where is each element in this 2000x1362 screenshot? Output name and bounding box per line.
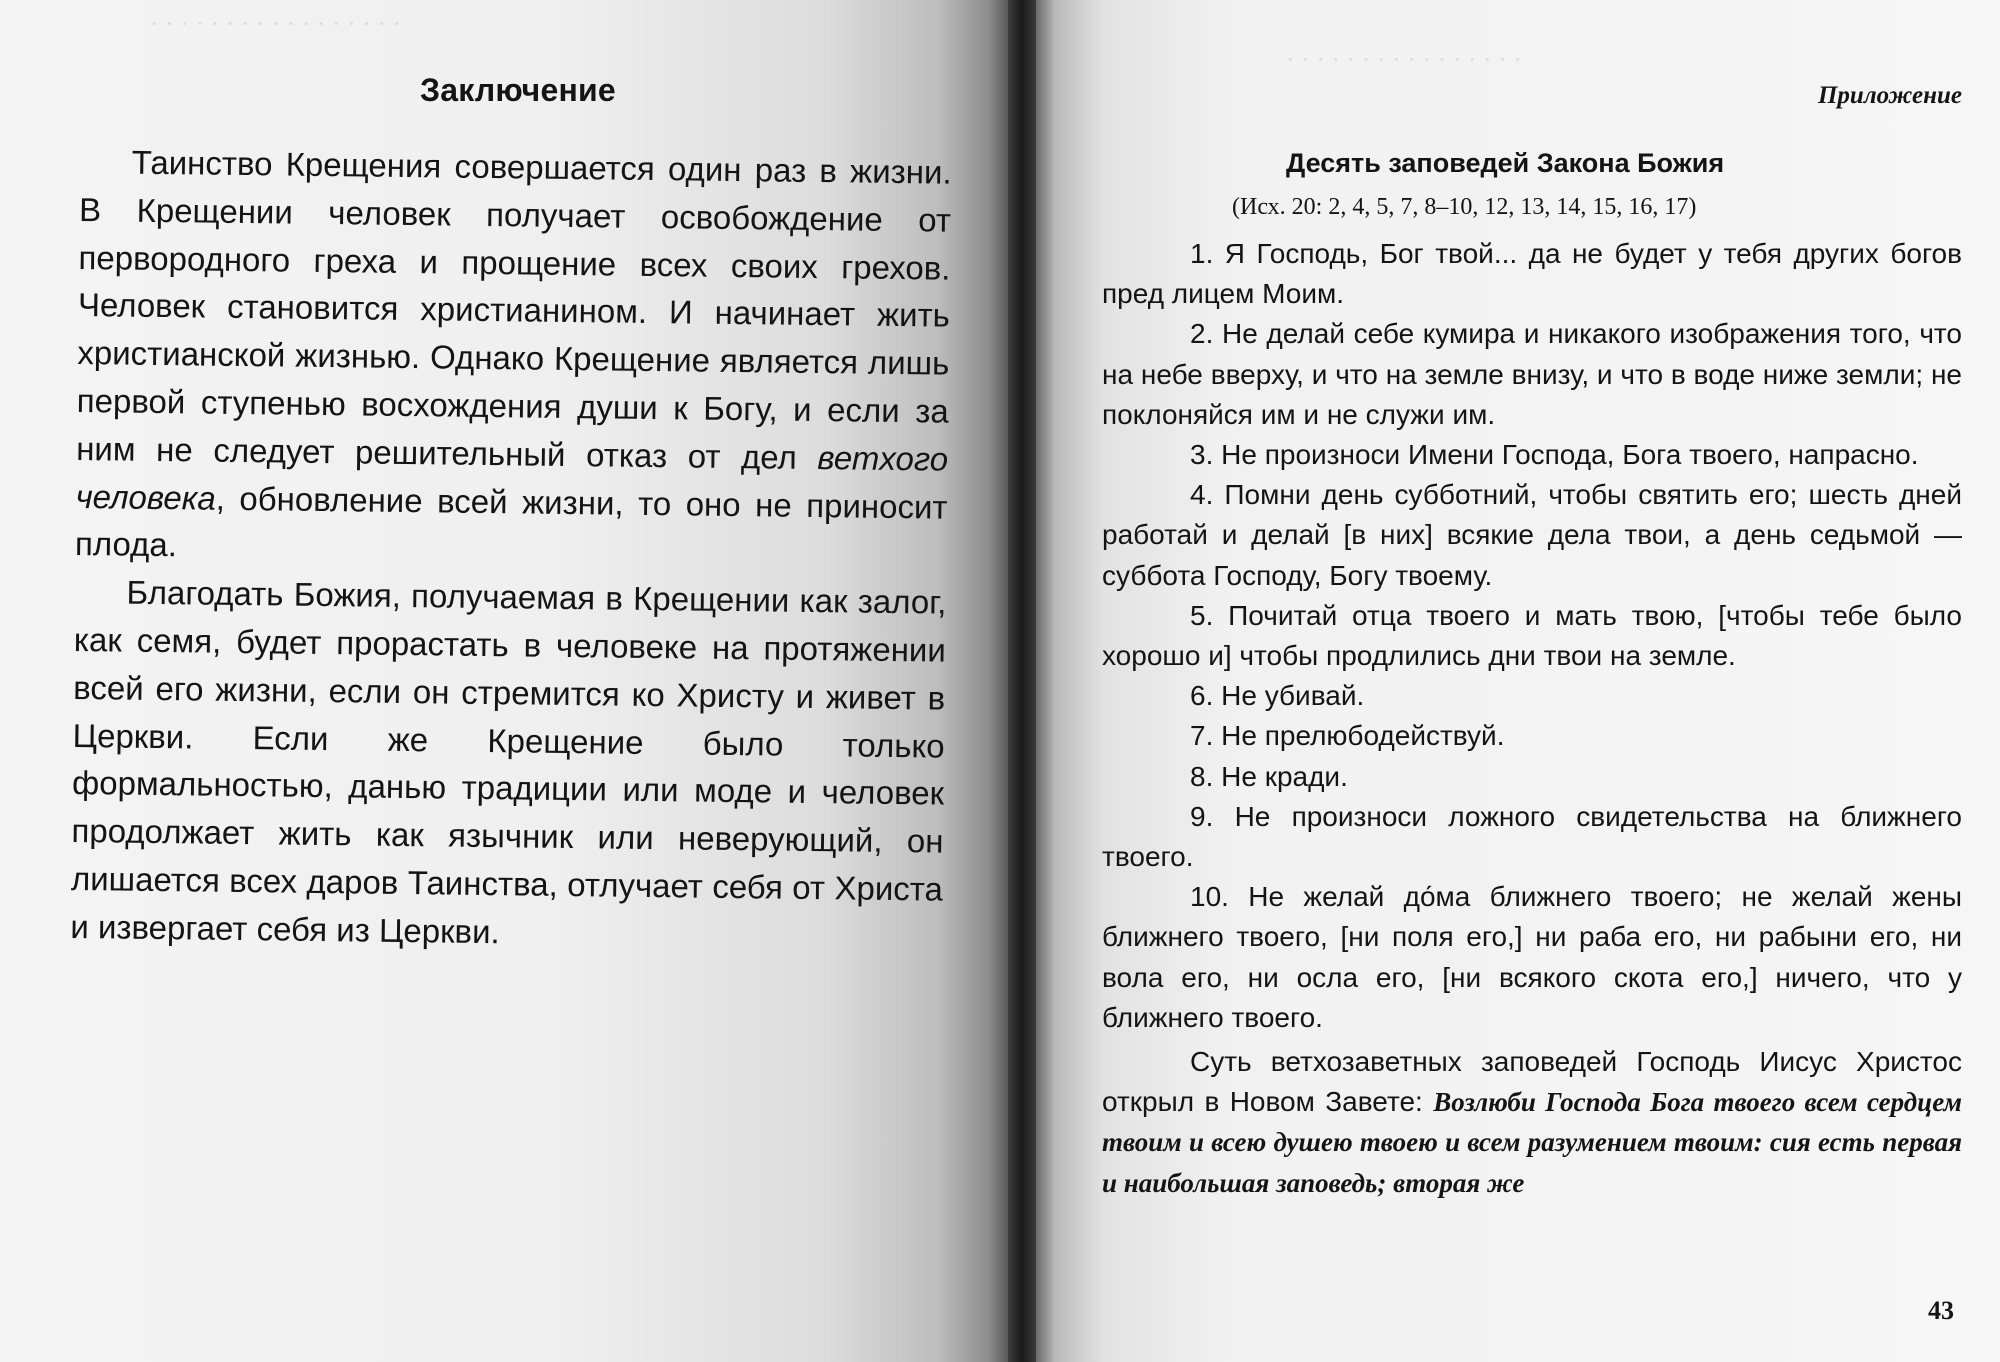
commandment-item: 3. Не произноси Имени Господа, Бога твоего, напрасно.: [1190, 439, 1919, 471]
commandment-item: 9. Не произноси ложного свидетельства на ближнего твоего.: [1102, 800, 1962, 873]
commandment-item: 1. Я Господь, Бог твой... да не будет у тебя других богов пред лицем Моим.: [1102, 238, 1962, 310]
italic-quote: Возлюби Господа Бога твоего всем сердцем твоим и всею душею твоею и всем разумением твоим: сия есть первая и наибольшая заповедь; вторая же: [1102, 1087, 1963, 1198]
commandment-item: 6. Не убивай.: [1190, 680, 1365, 712]
section-title: Десять заповедей Закона Божия: [1286, 148, 1725, 178]
commandment-item: 10. Не желай до́ма ближнего твоего; не желай жены ближнего твоего, [ни поля его,] ни раба его, ни рабыни его, ни вола его, ни осла его, [ни всякого скота его,] ничего, что у ближнего твоего.: [1102, 881, 1962, 1033]
commandment-item: 7. Не прелюбодействуй.: [1190, 720, 1505, 752]
left-body-text: [70, 138, 952, 961]
commandment-item: 5. Почитай отца твоего и мать твою, [чтобы тебе было хорошо и] чтобы продлились дни твои на земле.: [1102, 599, 1962, 672]
commandment-item: 8. Не кради.: [1190, 760, 1348, 792]
show-through-text: · · · · · · · · · · · · · · · ·: [1286, 45, 1523, 74]
commandment-item: 2. Не делай себе кумира и никакого изображения того, что на небе вверху, и что на земле внизу, и что в воде ниже земли; не поклоняйся им и не служи им.: [1102, 318, 1962, 430]
commandment-item: 4. Помни день субботний, чтобы святить его; шесть дней работай и делай [в них] всякие дела твои, а день седьмой — суббота Господу, Богу твоему.: [1102, 479, 1962, 591]
right-page: [1036, 0, 2000, 1362]
paragraph: Таинство Крещения совершается один раз в жизни. В Крещении человек получает освобождение от первородного греха и прощение всех своих грехов. Человек становится христианином. И начинает жить христианской жизнью. Однако Крещение является лишь первой ступенью восхождения души к Богу, и если за ним не следует решительный отказ от дел ветхого человека, обновление всей жизни, то оно не приносит плода.: [74, 143, 952, 564]
summary-paragraph: Суть ветхозаветных заповедей Господь Иисус Христос открыл в Новом Завете: Возлюби Господа Бога твоего всем сердцем твоим и всею душею твоею и всем разумением твоим: сия есть первая и наибольшая заповедь; вторая же: [1102, 1046, 1963, 1198]
right-body-text: [1102, 234, 1962, 1203]
page-number: 43: [1928, 1296, 1954, 1325]
chapter-title: Заключение: [420, 72, 616, 108]
scripture-reference: (Исх. 20: 2, 4, 5, 7, 8–10, 12, 13, 14, 15, 16, 17): [1232, 194, 1697, 220]
running-head: Приложение: [1817, 82, 1962, 109]
show-through-text: · · · · · · · · · · · · · · · · ·: [150, 9, 402, 38]
italic-phrase: ветхого человека: [75, 438, 949, 517]
book-gutter: [1008, 0, 1036, 1362]
paragraph: Благодать Божия, получаемая в Крещении как залог, как семя, будет прорастать в человеке на протяжении всей его жизни, если он стремится ко Христу и живет в Церкви. Если же Крещение было только формальностью, данью традиции или моде и человек продолжает жить как язычник или неверующий, он лишается всех даров Таинства, отлучает себя от Христа и извергает себя из Церкви.: [70, 573, 947, 950]
